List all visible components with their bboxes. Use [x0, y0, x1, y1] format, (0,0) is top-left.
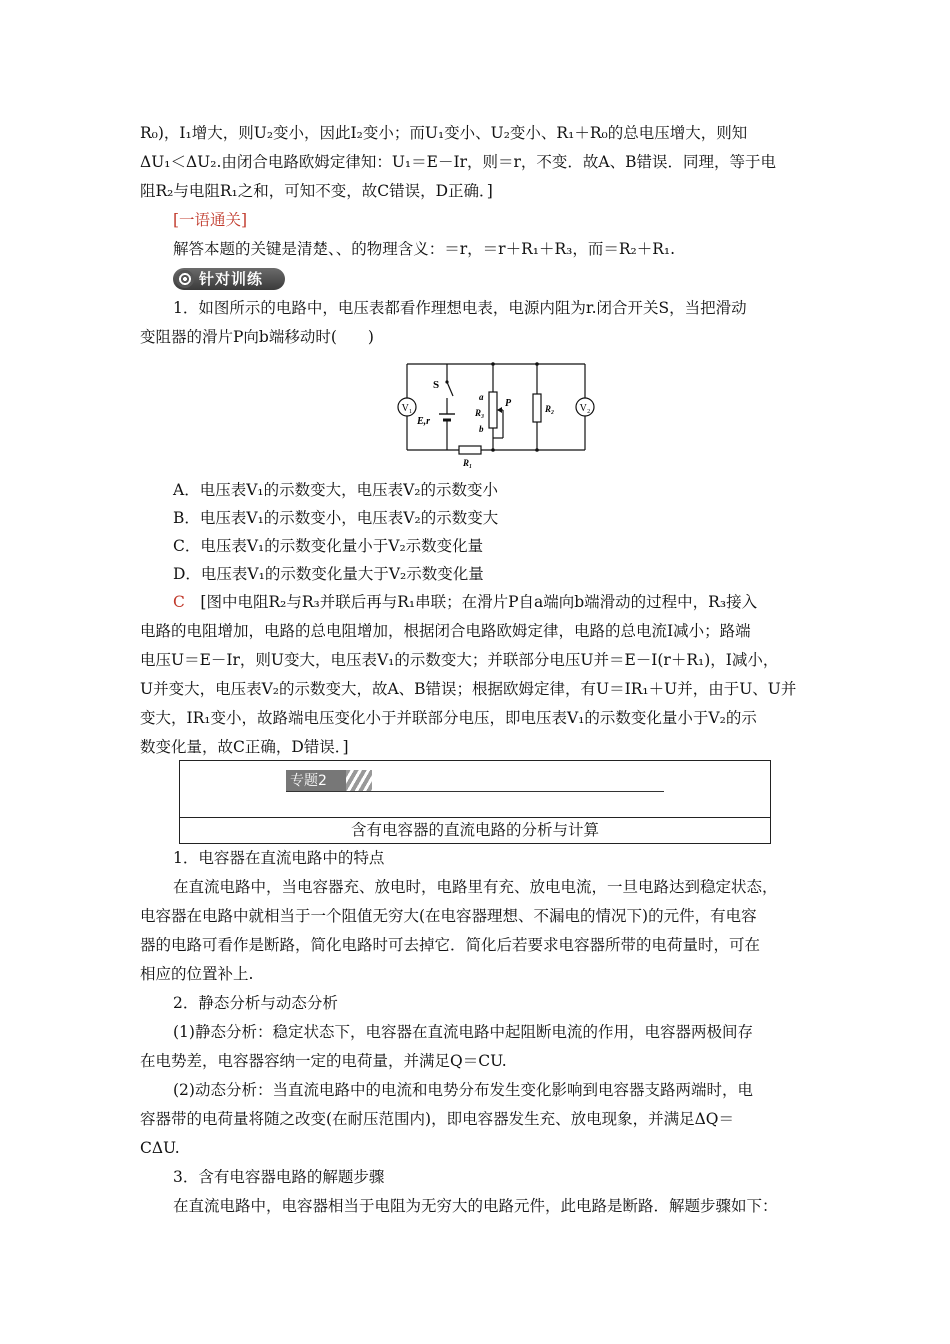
topic-title: 含有电容器的直流电路的分析与计算	[350, 821, 599, 839]
voltmeter-v1	[398, 398, 416, 416]
rheostat-r3	[474, 392, 512, 434]
explanation-line-2: ΔU₁＜ΔU₂.由闭合电路欧姆定律知：U₁＝E－Ir，则＝r，不变．故A、B错误．同理，等于电	[140, 153, 776, 171]
target-icon	[176, 270, 194, 288]
r1-label: R₁	[463, 458, 473, 468]
voltmeter-v2	[576, 398, 594, 416]
summary-text: 解答本题的关键是清楚、、的物理含义：＝r，＝r＋R₁＋R₃，而＝R₂＋R₁.	[173, 240, 676, 258]
switch-label: S	[433, 379, 440, 391]
section2-line-3: (2)动态分析：当直流电路中的电流和电势分布发生变化影响到电容器支路两端时，电	[173, 1081, 753, 1099]
section1-line-3: 器的电路可看作是断路，简化电路时可去掉它．简化后若要求电容器所带的电荷量时，可在	[140, 936, 761, 954]
section2-line-2: 在电势差，电容器容纳一定的电荷量，并满足Q＝CU.	[140, 1052, 507, 1070]
section2-line-5: CΔU.	[140, 1139, 180, 1157]
section1-heading: 1．电容器在直流电路中的特点	[173, 849, 385, 867]
terminal-b-label: b	[479, 424, 484, 434]
answer-line-3: 电压U＝E－Ir，则U变大，电压表V₁的示数变大；并联部分电压U并＝E－I(r＋R₁)，I减小，	[140, 651, 779, 669]
answer-line-6: 数变化量，故C正确，D错误．]	[140, 738, 349, 756]
source-label: E,r	[417, 416, 431, 427]
v1-label: V₁	[401, 403, 413, 414]
topic-tag	[286, 770, 664, 792]
section3-heading: 3．含有电容器电路的解题步骤	[173, 1168, 385, 1186]
stripes-decoration	[346, 770, 372, 792]
question-line-1: 1．如图所示的电路中，电压表都看作理想电表，电源内阻为r.闭合开关S，当把滑动	[173, 299, 747, 317]
terminal-a-label: a	[479, 392, 484, 402]
resistor-r2	[533, 394, 554, 422]
topic-rule	[286, 791, 664, 792]
option-d: D．电压表V₁的示数变化量大于V₂示数变化量	[173, 565, 484, 583]
training-badge-label: 针对训练	[199, 270, 264, 288]
option-b: B．电压表V₁的示数变小，电压表V₂的示数变大	[173, 509, 499, 527]
topic-label: 专题2	[286, 770, 346, 792]
slider-label: P	[505, 398, 512, 409]
option-a: A．电压表V₁的示数变大，电压表V₂的示数变小	[173, 481, 499, 499]
section2-line-4: 容器带的电荷量将随之改变(在耐压范围内)，即电容器发生充、放电现象，并满足ΔQ＝	[140, 1110, 734, 1128]
section1-line-1: 在直流电路中，当电容器充、放电时，电路里有充、放电电流，一旦电路达到稳定状态，	[173, 878, 778, 896]
answer-line-2: 电路的电阻增加，电路的总电阻增加，根据闭合电路欧姆定律，电路的总电流I减小；路端	[140, 622, 751, 640]
topic-divider	[180, 817, 770, 818]
section3-line-1: 在直流电路中，电容器相当于电阻为无穷大的电路元件，此电路是断路．解题步骤如下：	[173, 1197, 778, 1215]
summary-tag: [一语通关]	[173, 211, 248, 229]
switch-s	[433, 379, 449, 391]
answer-line-5: 变大，IR₁变小，故路端电压变化小于并联部分电压，即电压表V₁的示数变化量小于V₂的示	[140, 709, 757, 727]
section1-line-2: 电容器在电路中就相当于一个阻值无穷大(在电容器理想、不漏电的情况下)的元件，有电容	[140, 907, 757, 925]
r2-label: R₂	[545, 404, 555, 414]
answer-line-1-text: [图中电阻R₂与R₃并联后再与R₁串联；在滑片P自a端向b端滑动的过程中，R₃接入	[200, 593, 758, 611]
r3-label: R₃	[475, 408, 485, 418]
v2-label: V₂	[579, 403, 591, 414]
explanation-line-3: 阻R₂与电阻R₁之和，可知不变，故C错误，D正确．]	[140, 182, 493, 200]
battery	[416, 414, 455, 427]
resistor-r1	[459, 446, 481, 468]
section1-line-4: 相应的位置补上.	[140, 965, 254, 983]
answer-line-4: U并变大，电压表V₂的示数变大，故A、B错误；根据欧姆定律，有U＝IR₁＋U并，由于U、U并	[140, 680, 797, 698]
training-badge	[173, 268, 285, 290]
section2-line-1: (1)静态分析：稳定状态下，电容器在直流电路中起阻断电流的作用，电容器两极间存	[173, 1023, 753, 1041]
circuit-diagram	[395, 358, 605, 470]
answer-letter: C	[173, 593, 185, 611]
answer-line-1	[173, 592, 820, 612]
section2-heading: 2．静态分析与动态分析	[173, 994, 338, 1012]
explanation-line-1: R₀)，I₁增大，则U₂变小，因此I₂变小；而U₁变小、U₂变小、R₁＋R₀的总电压增大，则知	[140, 124, 748, 142]
option-c: C．电压表V₁的示数变化量小于V₂示数变化量	[173, 537, 484, 555]
question-line-2: 变阻器的滑片P向b端移动时( )	[140, 328, 374, 346]
